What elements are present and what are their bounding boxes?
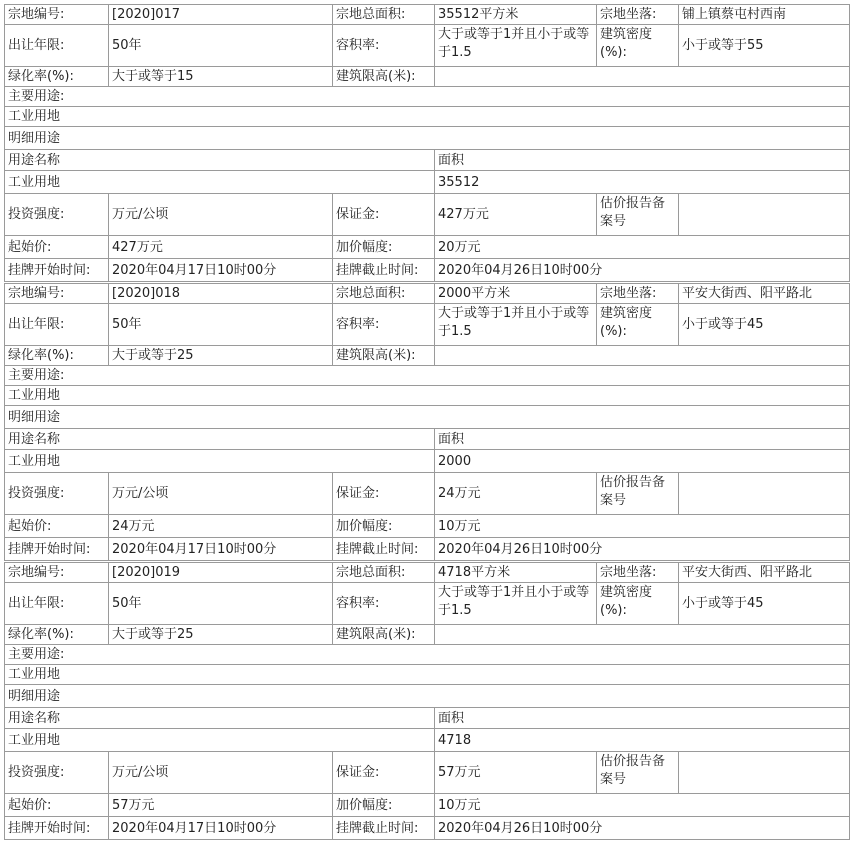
term-value: 50年: [108, 582, 333, 625]
deposit-value: 427万元: [434, 193, 597, 236]
listing-end-label: 挂牌截止时间:: [332, 816, 435, 840]
far-label: 容积率:: [332, 303, 435, 346]
green-label: 绿化率(%):: [4, 345, 109, 366]
green-value: 大于或等于25: [108, 345, 333, 366]
deposit-value: 24万元: [434, 472, 597, 515]
appraisal-value: [678, 751, 850, 794]
total-area-value: 4718平方米: [434, 562, 597, 583]
deposit-label: 保证金:: [332, 193, 435, 236]
term-value: 50年: [108, 303, 333, 346]
deposit-value: 57万元: [434, 751, 597, 794]
appraisal-label: 估价报告备案号: [596, 751, 679, 794]
density-value: 小于或等于45: [678, 303, 850, 346]
listing-start-value: 2020年04月17日10时00分: [108, 816, 333, 840]
use-name-value: 工业用地: [4, 449, 435, 473]
deposit-label: 保证金:: [332, 472, 435, 515]
detail-use-label: 明细用途: [4, 405, 850, 429]
listing-start-value: 2020年04月17日10时00分: [108, 537, 333, 561]
total-area-value: 35512平方米: [434, 4, 597, 25]
density-value: 小于或等于55: [678, 24, 850, 67]
increment-label: 加价幅度:: [332, 235, 435, 259]
green-label: 绿化率(%):: [4, 66, 109, 87]
main-use-label: 主要用途:: [4, 365, 850, 386]
term-label: 出让年限:: [4, 582, 109, 625]
parcel-no-label: 宗地编号:: [4, 283, 109, 304]
far-label: 容积率:: [332, 582, 435, 625]
listing-end-label: 挂牌截止时间:: [332, 537, 435, 561]
far-value: 大于或等于1并且小于或等于1.5: [434, 582, 597, 625]
far-label: 容积率:: [332, 24, 435, 67]
area-header: 面积: [434, 149, 850, 171]
parcel-no-value: [2020]018: [108, 283, 333, 304]
appraisal-value: [678, 193, 850, 236]
location-label: 宗地坐落:: [596, 562, 679, 583]
use-name-header: 用途名称: [4, 428, 435, 450]
parcel-table: [4, 562, 850, 841]
height-limit-label: 建筑限高(米):: [332, 345, 435, 366]
use-area-value: 4718: [434, 728, 850, 752]
term-value: 50年: [108, 24, 333, 67]
appraisal-label: 估价报告备案号: [596, 193, 679, 236]
start-price-label: 起始价:: [4, 514, 109, 538]
parcel-table: [4, 4, 850, 283]
location-value: 平安大街西、阳平路北: [678, 562, 850, 583]
detail-use-label: 明细用途: [4, 684, 850, 708]
start-price-label: 起始价:: [4, 793, 109, 817]
land-parcels-listing: [4, 4, 850, 841]
total-area-label: 宗地总面积:: [332, 562, 435, 583]
term-label: 出让年限:: [4, 303, 109, 346]
green-value: 大于或等于15: [108, 66, 333, 87]
parcel-no-label: 宗地编号:: [4, 562, 109, 583]
increment-value: 10万元: [434, 514, 850, 538]
height-limit-value: [434, 66, 850, 87]
height-limit-label: 建筑限高(米):: [332, 66, 435, 87]
detail-use-label: 明细用途: [4, 126, 850, 150]
use-name-value: 工业用地: [4, 170, 435, 194]
listing-start-label: 挂牌开始时间:: [4, 258, 109, 282]
location-label: 宗地坐落:: [596, 283, 679, 304]
listing-end-label: 挂牌截止时间:: [332, 258, 435, 282]
increment-label: 加价幅度:: [332, 514, 435, 538]
use-name-header: 用途名称: [4, 149, 435, 171]
main-use-value: 工业用地: [4, 664, 850, 685]
use-name-header: 用途名称: [4, 707, 435, 729]
start-price-label: 起始价:: [4, 235, 109, 259]
invest-value: 万元/公顷: [108, 472, 333, 515]
increment-value: 10万元: [434, 793, 850, 817]
parcel-no-value: [2020]017: [108, 4, 333, 25]
term-label: 出让年限:: [4, 24, 109, 67]
listing-start-label: 挂牌开始时间:: [4, 816, 109, 840]
location-label: 宗地坐落:: [596, 4, 679, 25]
density-label: 建筑密度(%):: [596, 582, 679, 625]
far-value: 大于或等于1并且小于或等于1.5: [434, 303, 597, 346]
start-price-value: 57万元: [108, 793, 333, 817]
listing-end-value: 2020年04月26日10时00分: [434, 537, 850, 561]
parcel-no-label: 宗地编号:: [4, 4, 109, 25]
density-label: 建筑密度(%):: [596, 24, 679, 67]
increment-value: 20万元: [434, 235, 850, 259]
density-label: 建筑密度(%):: [596, 303, 679, 346]
start-price-value: 427万元: [108, 235, 333, 259]
green-value: 大于或等于25: [108, 624, 333, 645]
main-use-value: 工业用地: [4, 106, 850, 127]
increment-label: 加价幅度:: [332, 793, 435, 817]
location-value: 铺上镇蔡屯村西南: [678, 4, 850, 25]
use-name-value: 工业用地: [4, 728, 435, 752]
start-price-value: 24万元: [108, 514, 333, 538]
height-limit-label: 建筑限高(米):: [332, 624, 435, 645]
green-label: 绿化率(%):: [4, 624, 109, 645]
invest-label: 投资强度:: [4, 751, 109, 794]
invest-value: 万元/公顷: [108, 193, 333, 236]
far-value: 大于或等于1并且小于或等于1.5: [434, 24, 597, 67]
invest-value: 万元/公顷: [108, 751, 333, 794]
main-use-value: 工业用地: [4, 385, 850, 406]
appraisal-label: 估价报告备案号: [596, 472, 679, 515]
height-limit-value: [434, 345, 850, 366]
total-area-value: 2000平方米: [434, 283, 597, 304]
parcel-table: [4, 283, 850, 562]
location-value: 平安大街西、阳平路北: [678, 283, 850, 304]
parcel-no-value: [2020]019: [108, 562, 333, 583]
area-header: 面积: [434, 707, 850, 729]
listing-start-value: 2020年04月17日10时00分: [108, 258, 333, 282]
listing-end-value: 2020年04月26日10时00分: [434, 816, 850, 840]
deposit-label: 保证金:: [332, 751, 435, 794]
listing-end-value: 2020年04月26日10时00分: [434, 258, 850, 282]
invest-label: 投资强度:: [4, 193, 109, 236]
main-use-label: 主要用途:: [4, 86, 850, 107]
density-value: 小于或等于45: [678, 582, 850, 625]
total-area-label: 宗地总面积:: [332, 4, 435, 25]
height-limit-value: [434, 624, 850, 645]
total-area-label: 宗地总面积:: [332, 283, 435, 304]
use-area-value: 2000: [434, 449, 850, 473]
listing-start-label: 挂牌开始时间:: [4, 537, 109, 561]
area-header: 面积: [434, 428, 850, 450]
appraisal-value: [678, 472, 850, 515]
use-area-value: 35512: [434, 170, 850, 194]
main-use-label: 主要用途:: [4, 644, 850, 665]
invest-label: 投资强度:: [4, 472, 109, 515]
